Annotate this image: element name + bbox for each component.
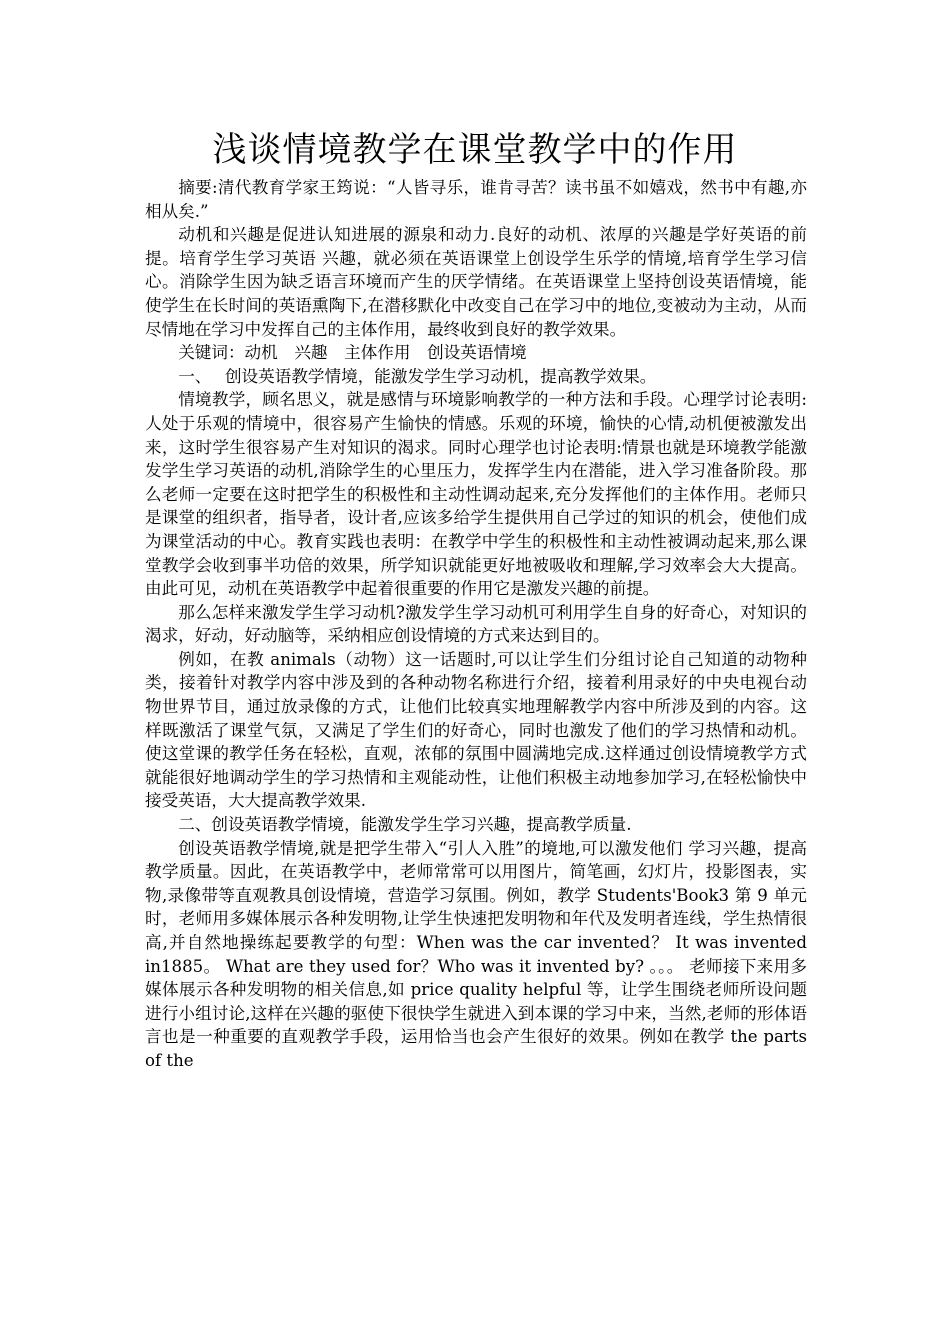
body-paragraph: 情境教学，顾名思义，就是感情与环境影响教学的一种方法和手段。心理学讨论表明:人处于乐观的情境中，很容易产生愉快的情感。乐观的环境，愉快的心情,动机便被激发出来，这时学生很容易产生对知识的渴求。同时心理学也讨论表明:情景也就是环境教学能激发学生学习英语的动机,消除学生的心里压力，发挥学生内在潜能，进入学习准备阶段。那么老师一定要在这时把学生的积极性和主动性调动起来,充分发挥他们的主体作用。老师只是课堂的组织者，指导者，设计者,应该多给学生提供用自己学过的知识的机会，使他们成为课堂活动的中心。教育实践也表明：在教学中学生的积极性和主动性被调动起来,那么课堂教学会收到事半功倍的效果，所学知识就能更好地被吸收和理解,学习效率会大大提高。由此可见，动机在英语教学中起着很重要的作用它是激发兴趣的前提。 [145, 390, 807, 599]
keywords-line: 关键词：动机 兴趣 主体作用 创设英语情境 [178, 343, 527, 363]
body-paragraph: 例如，在教 animals（动物）这一话题时,可以让学生们分组讨论自己知道的动物种类，接着针对教学内容中涉及到的各种动物名称进行介绍，接着利用录好的中央电视台动物世界节目，通过放录像的方式，让他们比较真实地理解教学内容中所涉及到的内容。这样既激活了课堂气氛，又满足了学生们的好奇心，同时也激发了他们的学习热情和动机。使这堂课的教学任务在轻松，直观，浓郁的氛围中圆满地完成.这样通过创设情境教学方式就能很好地调动学生的学习热情和主观能动性，让他们积极主动地参加学习,在轻松愉快中接受英语，大大提高教学效果. [145, 649, 807, 811]
document-title: 浅谈情境教学在课堂教学中的作用 [212, 130, 738, 170]
section-heading-1: 一、 创设英语教学情境，能激发学生学习动机，提高教学效果。 [178, 366, 657, 386]
document-body [145, 176, 807, 1073]
abstract-paragraph: 摘要:清代教育学家王筠说：“人皆寻乐，谁肯寻苦？读书虽不如嬉戏，然书中有趣,亦相从矣.” [145, 178, 807, 221]
abstract-body-paragraph: 动机和兴趣是促进认知进展的源泉和动力.良好的动机、浓厚的兴趣是学好英语的前提。培育学生学习英语 兴趣，就必须在英语课堂上创设学生乐学的情境,培育学生学习信心。消除学生因为缺乏语言环境而产生的厌学情绪。在英语课堂上坚持创设英语情境，能使学生在长时间的英语熏陶下,在潜移默化中改变自己在学习中的地位,变被动为主动，从而尽情地在学习中发挥自己的主体作用，最终收到良好的教学效果。 [145, 225, 807, 339]
section-heading-2: 二、创设英语教学情境，能激发学生学习兴趣，提高教学质量. [178, 815, 632, 835]
body-paragraph: 创设英语教学情境,就是把学生带入“引人入胜”的境地,可以激发他们 学习兴趣，提高教学质量。因此，在英语教学中，老师常常可以用图片，简笔画，幻灯片，投影图表，实物,录像带等直观教具创设情境，营造学习氛围。例如，教学 Students'Book3 第 9 单元时，老师用多媒体展示各种发明物,让学生快速把发明物和年代及发明者连线，学生热情很高,并自然地操练起要教学的句型：When was the car invented？ It was invented in1885。 What are they used for？Who was it invented by? 。。。 老师接下来用多媒体展示各种发明物的相关信息,如 price quality helpful 等，让学生围绕老师所设问题进行小组讨论,这样在兴趣的驱使下很快学生就进入到本课的学习中来，当然,老师的形体语言也是一种重要的直观教学手段，运用恰当也会产生很好的效果。例如在教学 the parts of the [145, 838, 807, 1070]
body-paragraph: 那么怎样来激发学生学习动机?激发学生学习动机可利用学生自身的好奇心，对知识的渴求，好动，好动脑等，采纳相应创设情境的方式来达到目的。 [145, 602, 807, 646]
